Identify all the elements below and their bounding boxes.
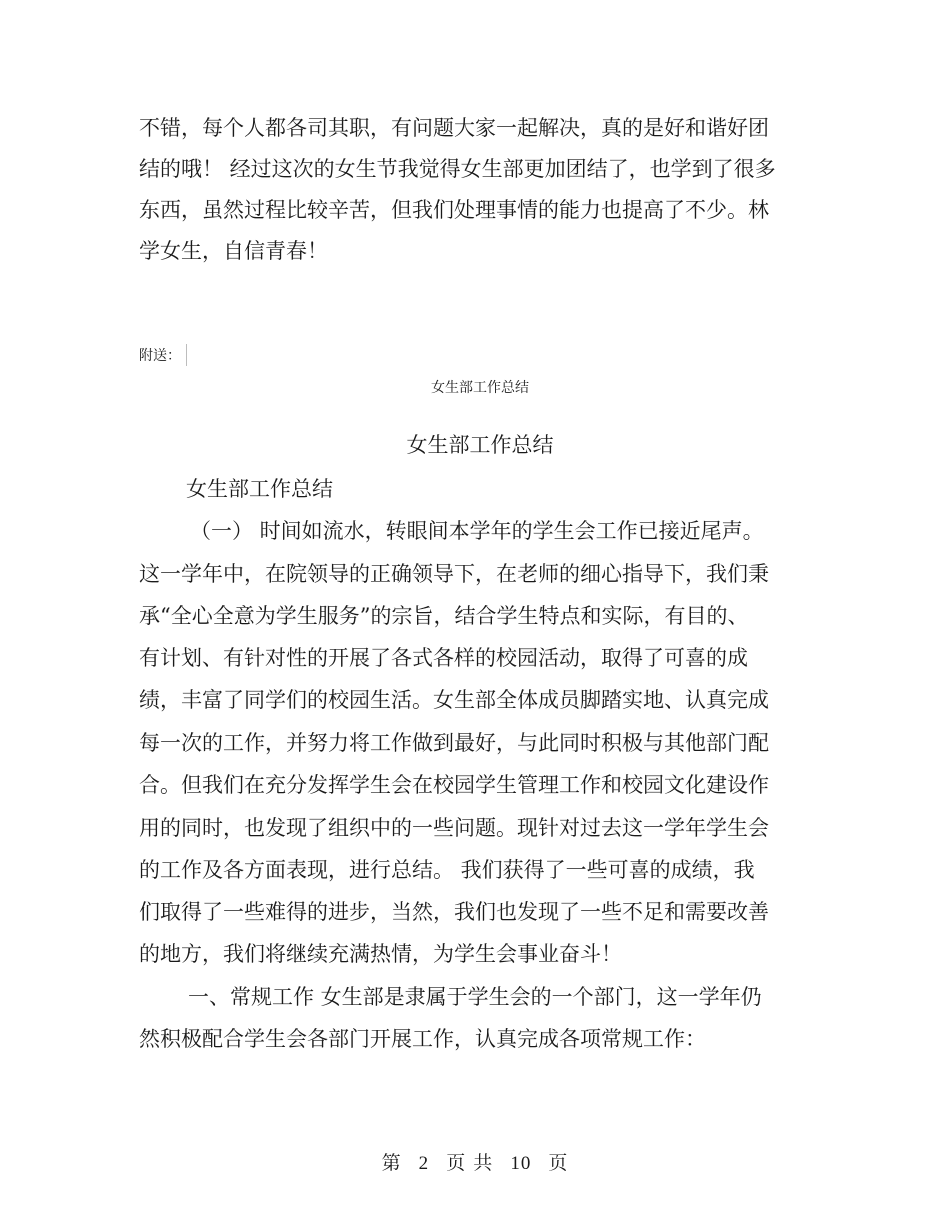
text-line: 的地方，我们将继续充满热情，为学生会事业奋斗！ xyxy=(139,942,622,966)
text-line: 们取得了一些难得的进步，当然，我们也发现了一些不足和需要改善 xyxy=(139,900,769,924)
text-line: 结的哦！ 经过这次的女生节我觉得女生部更加团结了，也学到了很多 xyxy=(139,157,776,181)
appendix-label: 附送： xyxy=(139,348,181,364)
text-line: 合。但我们在充分发挥学生会在校园学生管理工作和校园文化建设作 xyxy=(139,773,769,797)
text-line: 的工作及各方面表现，进行总结。 我们获得了一些可喜的成绩，我 xyxy=(139,858,755,882)
text-line: 一、常规工作 女生部是隶属于学生会的一个部门，这一学年仍 xyxy=(188,985,762,1009)
text-line: 绩，丰富了同学们的校园生活。女生部全体成员脚踏实地、认真完成 xyxy=(139,688,769,712)
text-line: 每一次的工作，并努力将工作做到最好，与此同时积极与其他部门配 xyxy=(139,731,769,755)
footer-prefix: 第 xyxy=(381,1152,402,1174)
small-title: 女生部工作总结 xyxy=(431,380,529,396)
text-line: 然积极配合学生会各部门开展工作，认真完成各项常规工作： xyxy=(139,1027,706,1051)
footer-total-pages: 10 xyxy=(510,1153,532,1174)
text-line: 用的同时，也发现了组织中的一些问题。现针对过去这一学年学生会 xyxy=(139,816,769,840)
footer-page-number: 2 xyxy=(418,1153,430,1174)
text-line: 承“全心全意为学生服务”的宗旨，结合学生特点和实际，有目的、 xyxy=(139,604,749,628)
text-line: 学女生，自信青春！ xyxy=(139,239,328,263)
text-line: 不错，每个人都各司其职，有问题大家一起解决，真的是好和谐好团 xyxy=(139,116,769,140)
text-line: 这一学年中，在院领导的正确领导下，在老师的细心指导下，我们秉 xyxy=(139,562,769,586)
text-line: （一） 时间如流水，转眼间本学年的学生会工作已接近尾声。 xyxy=(190,519,764,543)
main-title: 女生部工作总结 xyxy=(406,433,554,457)
page-footer xyxy=(0,1150,950,1177)
footer-middle: 页 共 xyxy=(446,1152,494,1174)
text-line: 有计划、有针对性的开展了各式各样的校园活动，取得了可喜的成 xyxy=(139,646,748,670)
divider xyxy=(186,344,187,366)
section-heading: 女生部工作总结 xyxy=(186,477,333,501)
text-line: 东西，虽然过程比较辛苦，但我们处理事情的能力也提高了不少。林 xyxy=(139,198,769,222)
footer-suffix: 页 xyxy=(548,1152,569,1174)
